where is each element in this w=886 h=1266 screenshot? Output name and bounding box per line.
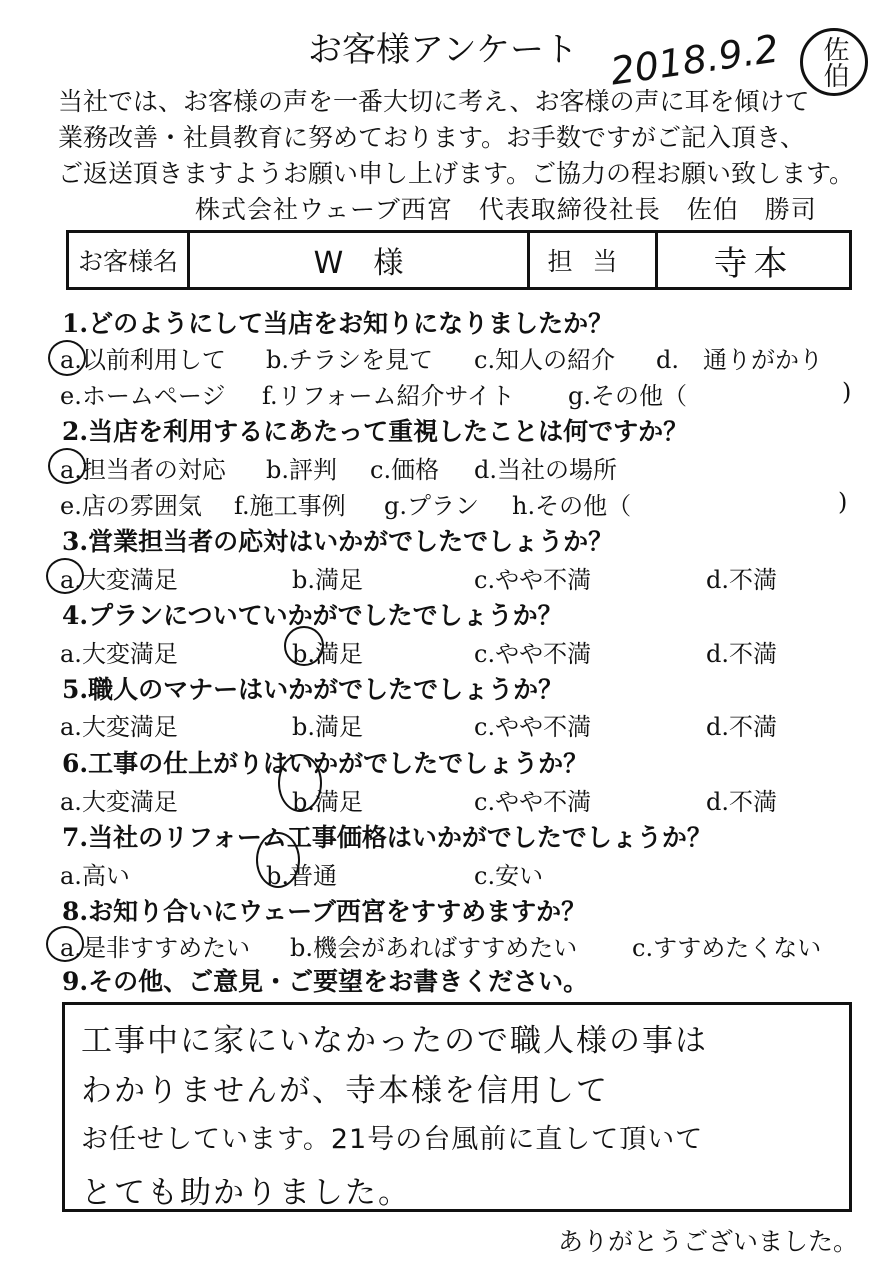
q2-option-e: e.店の雰囲気 — [60, 492, 202, 520]
q8-option-a: a.是非すすめたい — [60, 934, 251, 962]
question-9: 9.その他、ご意見・ご要望をお書きください。 — [62, 967, 589, 996]
question-4: 4.プランについていかがでしたでしょうか？ — [62, 601, 563, 630]
question-2: 2.当店を利用するにあたって重視したことは何ですか？ — [62, 417, 689, 446]
comment-line-3: お任せしています。21号の台風前に直して頂いて — [81, 1124, 704, 1155]
q3-option-a: a.大変満足 — [60, 566, 178, 594]
answer-circle-q8 — [46, 926, 84, 962]
intro-line-3: ご返送頂きますようお願い申し上げます。ご協力の程お願い致します。 — [58, 159, 855, 188]
q3-option-b: b.満足 — [292, 566, 363, 594]
answer-circle-q1 — [48, 340, 86, 376]
q4-option-b: b.満足 — [292, 640, 363, 668]
question-3: 3.営業担当者の応対はいかがでしたでしょうか？ — [62, 527, 614, 556]
q2-paren-close: ) — [838, 488, 848, 516]
q2-option-h: h.その他（ — [512, 492, 632, 520]
answer-circle-q3 — [46, 558, 84, 594]
customer-name: W 様 — [190, 233, 530, 287]
staff-label: 担当 — [530, 233, 658, 287]
comment-line-4: とても助かりました。 — [81, 1175, 411, 1211]
seal-stamp-text: 佐伯 — [819, 36, 849, 88]
answer-circle-q4 — [284, 626, 324, 666]
intro-line-1: 当社では、お客様の声を一番大切に考え、お客様の声に耳を傾けて — [58, 87, 810, 116]
question-1: 1.どのようにして当店をお知りになりましたか？ — [62, 309, 614, 338]
comment-line-2: わかりませんが、寺本様を信用して — [81, 1073, 609, 1109]
question-7: 7.当社のリフォーム工事価格はいかがでしたでしょうか？ — [62, 823, 712, 852]
q8-option-b: b.機会があればすすめたい — [290, 934, 578, 962]
q5-option-b: b.満足 — [292, 713, 363, 741]
q6-option-b: b.満足 — [292, 788, 363, 816]
customer-label: お客様名 — [69, 233, 190, 287]
q8-option-c: c.すすめたくない — [632, 934, 822, 962]
q5-option-a: a.大変満足 — [60, 713, 178, 741]
q2-option-g: g.プラン — [384, 492, 479, 520]
q2-option-d: d.当社の場所 — [474, 456, 617, 484]
q2-option-b: b.評判 — [266, 456, 337, 484]
question-6: 6.工事の仕上がりはいかがでしたでしょうか？ — [62, 749, 589, 778]
q5-option-d: d.不満 — [706, 713, 777, 741]
answer-circle-q7 — [256, 832, 300, 888]
customer-info-box — [66, 230, 852, 290]
q3-option-d: d.不満 — [706, 566, 777, 594]
q7-option-a: a.高い — [60, 862, 130, 890]
q1-option-e: e.ホームページ — [60, 382, 226, 410]
q4-option-d: d.不満 — [706, 640, 777, 668]
q7-option-c: c.安い — [474, 862, 544, 890]
q2-option-a: a.担当者の対応 — [60, 456, 226, 484]
answer-circle-q2 — [48, 448, 86, 484]
q1-option-f: f.リフォーム紹介サイト — [262, 382, 515, 410]
survey-title: お客様アンケート — [308, 30, 578, 70]
q1-option-c: c.知人の紹介 — [474, 346, 616, 374]
q1-option-g: g.その他（ — [568, 382, 687, 410]
q3-option-c: c.やや不満 — [474, 566, 592, 594]
q5-option-c: c.やや不満 — [474, 713, 592, 741]
q4-option-a: a.大変満足 — [60, 640, 178, 668]
closing-thanks: ありがとうございました。 — [558, 1227, 859, 1256]
company-signature: 株式会社ウェーブ西宮 代表取締役社長 佐伯 勝司 — [195, 195, 817, 224]
q6-option-d: d.不満 — [706, 788, 777, 816]
handwritten-date: 2018.9.2 — [607, 26, 782, 94]
staff-name: 寺本 — [713, 243, 794, 284]
q1-option-b: b.チラシを見て — [266, 346, 433, 374]
comment-box — [62, 1002, 852, 1212]
q6-option-c: c.やや不満 — [474, 788, 592, 816]
q1-paren-close: ) — [842, 378, 852, 406]
q7-option-b: b.普通 — [266, 862, 337, 890]
answer-circle-q6 — [278, 754, 322, 812]
q4-option-c: c.やや不満 — [474, 640, 592, 668]
q6-option-a: a.大変満足 — [60, 788, 178, 816]
intro-line-2: 業務改善・社員教育に努めております。お手数ですがご記入頂き、 — [58, 123, 806, 152]
q2-option-c: c.価格 — [370, 456, 440, 484]
q1-option-a: a.以前利用して — [60, 346, 226, 374]
q1-option-d: d. 通りがかり — [656, 346, 823, 374]
q2-option-f: f.施工事例 — [234, 492, 346, 520]
question-5: 5.職人のマナーはいかがでしたでしょうか？ — [62, 675, 564, 704]
seal-stamp — [800, 28, 868, 96]
comment-line-1: 工事中に家にいなかったので職人様の事は — [81, 1023, 708, 1059]
question-8: 8.お知り合いにウェーブ西宮をすすめますか？ — [62, 897, 587, 926]
